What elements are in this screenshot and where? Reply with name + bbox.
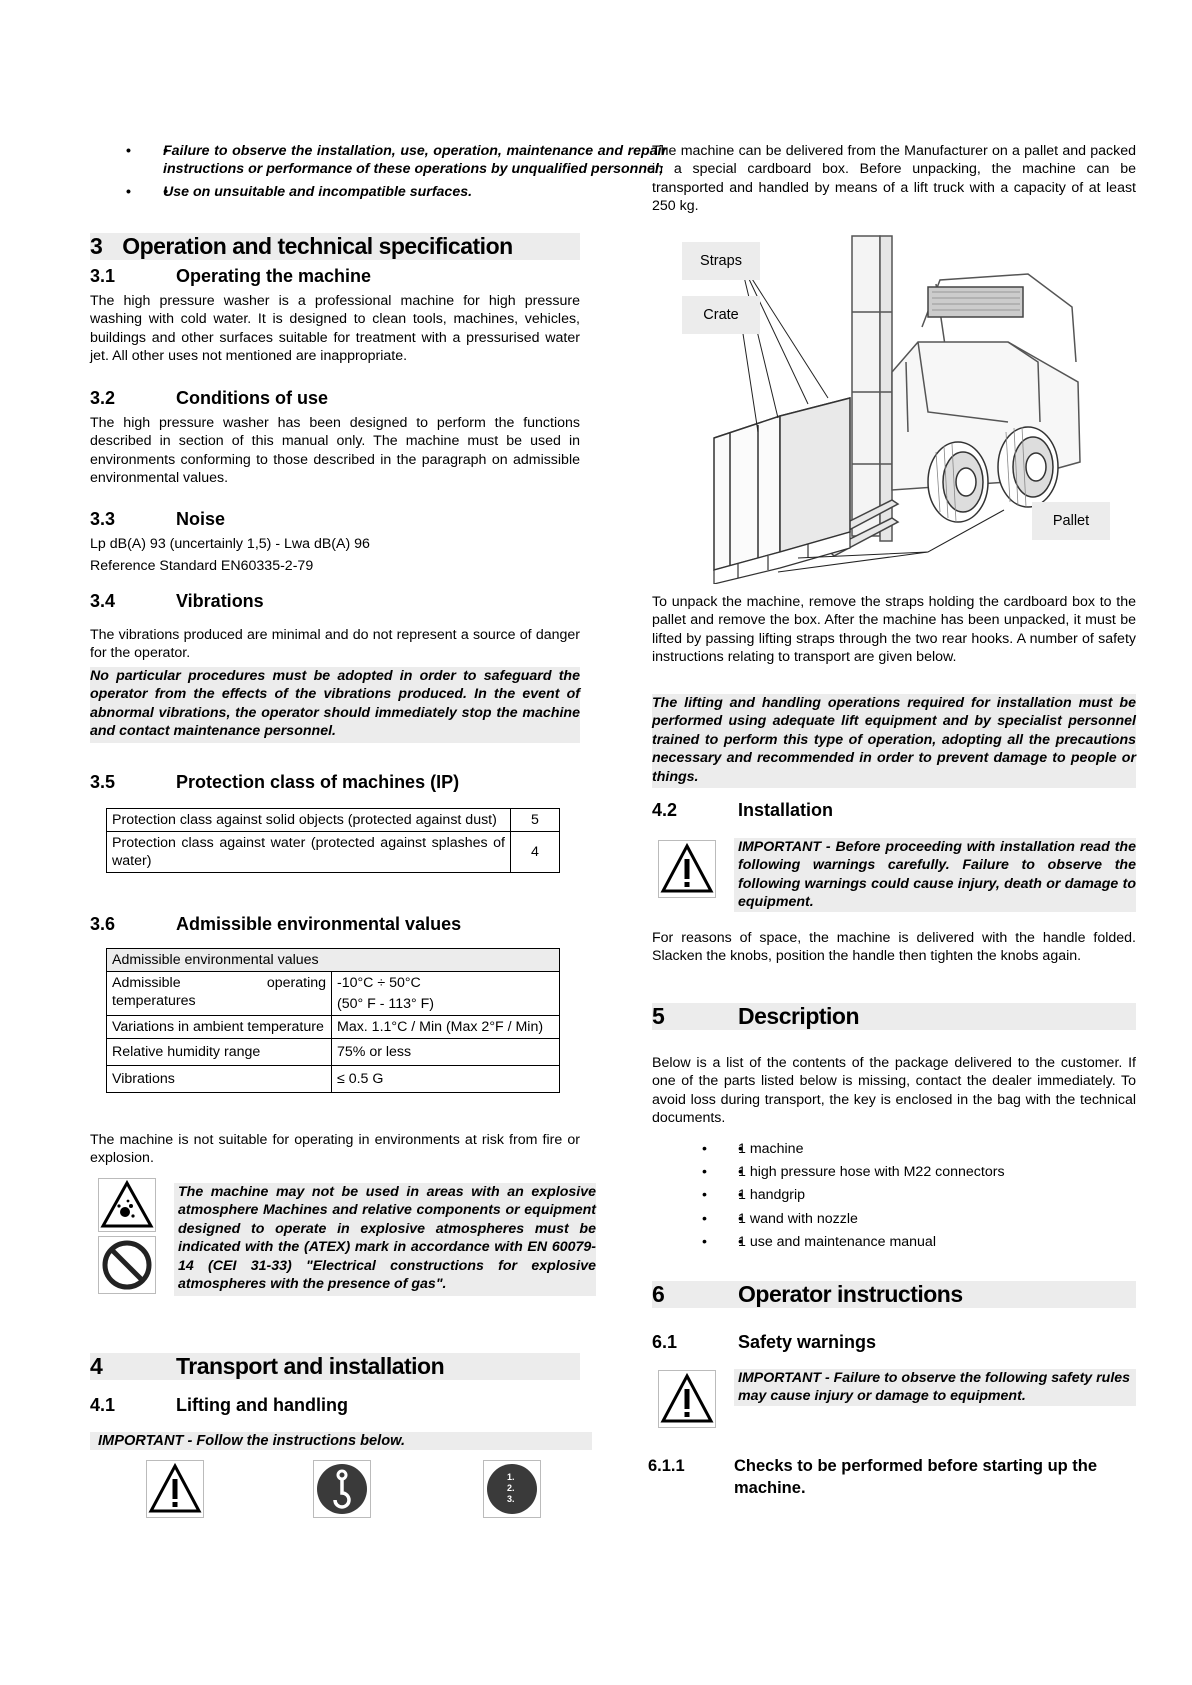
bullet-list-failures xyxy=(126,142,667,201)
section-4-2-heading: 4.2 Installation xyxy=(652,800,834,820)
delivery-intro: The machine can be delivered from the Manufacturer on a pallet and packed in a special cardboard box. Before unpacking, the machine can be transported and handled by means of a lift truck with a capacity of at least 250 kg. xyxy=(652,143,1136,215)
unpack-instructions: To unpack the machine, remove the straps holding the cardboard box to the pallet and remove the box. After the machine has been unpacked, it must be lifted by passing lifting straps through the two rear hooks. A number of safety instructions relating to transport are given below. xyxy=(652,594,1136,666)
table-header-row xyxy=(107,949,560,972)
section-6-1-heading: 6.1 Safety warnings xyxy=(652,1332,877,1352)
section-3-6-heading: 3.6 Admissible environmental values xyxy=(90,914,462,934)
list-item: • • 1 wand with nozzle xyxy=(738,1210,1138,1228)
atex-warning: The machine may not be used in areas with an explosive atmosphere Machines and relative components or equipment designed to operate in explosive atmospheres must be indicated with the (ATEX) mark in accordance with EN 60079-14 (CEI 31-33) "Electrical constructions for explosive atmospheres with the presence of gas". xyxy=(174,1183,596,1296)
list-item: • • 1 handgrip xyxy=(738,1186,1138,1204)
section-3-4-heading: 3.4 Vibrations xyxy=(90,591,264,611)
figure-label-straps: Straps xyxy=(682,242,760,280)
ip-value: 5 xyxy=(511,809,560,832)
lifting-warning: The lifting and handling operations required for installation must be performed using adequate lift equipment and by specialist personnel trained to perform this type of operation, adopting all the precautions necessary and recommended in order to prevent damage to people or things. xyxy=(652,694,1136,788)
bullet-item: • • Use on unsuitable and incompatible surfaces. xyxy=(163,183,667,201)
env-value: -10°C ÷ 50°C (50° F - 113° F) xyxy=(332,972,560,1016)
environment-table xyxy=(106,948,560,1093)
steps-icon xyxy=(483,1460,541,1518)
ip-value: 4 xyxy=(511,832,560,873)
section-3-4-body: The vibrations produced are minimal and do not represent a source of danger for the operator. xyxy=(90,627,580,662)
table-row xyxy=(107,972,560,1016)
environment-table-header: Admissible environmental values xyxy=(107,949,560,972)
installation-important-note: IMPORTANT - Before proceeding with installation read the following warnings carefully. Failure to observe the following warnings could cause injury, death or damage to equipment. xyxy=(734,838,1136,912)
explosion-note: The machine is not suitable for operating in environments at risk from fire or explosion. xyxy=(90,1132,580,1167)
vibration-warning: No particular procedures must be adopted in order to safeguard the operator from the effects of the vibrations produced. In the event of abnormal vibrations, the operator should immediately stop the machine and contact maintenance personnel. xyxy=(90,667,580,743)
installation-body: For reasons of space, the machine is delivered with the handle folded. Slacken the knobs, position the handle then tighten the knobs again. xyxy=(652,930,1136,965)
safety-important-note: IMPORTANT - Failure to observe the following safety rules may cause injury or damage to equipment. xyxy=(734,1369,1136,1406)
table-row xyxy=(107,1016,560,1039)
list-item: • • 1 high pressure hose with M22 connectors xyxy=(738,1163,1138,1181)
forklift-figure xyxy=(678,232,1108,584)
description-body: Below is a list of the contents of the package delivered to the customer. If one of the parts listed below is missing, contact the dealer immediately. To avoid loss during transport, the key is enclosed in the bag with the technical documents. xyxy=(652,1055,1136,1127)
warning-triangle-icon xyxy=(658,840,716,898)
section-5-heading: 5 Description xyxy=(652,1003,1136,1030)
section-3-5-heading: 3.5 Protection class of machines (IP) xyxy=(90,772,460,792)
section-6-heading: 6 Operator instructions xyxy=(652,1281,1136,1308)
explosion-warning-icon xyxy=(98,1178,156,1232)
section-3-1-heading: 3.1 Operating the machine xyxy=(90,266,372,286)
env-value: Max. 1.1°C / Min (Max 2°F / Min) xyxy=(332,1016,560,1039)
figure-label-pallet: Pallet xyxy=(1032,502,1110,540)
bullet-item: • • Failure to observe the installation, use, operation, maintenance and repair instructions or performance of these operations by unqualified personnel; xyxy=(163,142,667,179)
package-contents-list xyxy=(702,1140,1138,1251)
ip-label: Protection class against solid objects (protected against dust) xyxy=(107,809,511,832)
table-row xyxy=(107,1066,560,1093)
env-value: 75% or less xyxy=(332,1039,560,1066)
table-row xyxy=(107,1039,560,1066)
env-label: Admissible operating temperatures xyxy=(107,972,332,1016)
section-4-1-heading: 4.1 Lifting and handling xyxy=(90,1395,348,1415)
list-item: • • 1 machine xyxy=(738,1140,1138,1158)
noise-line-2: Reference Standard EN60335-2-79 xyxy=(90,558,314,574)
env-label: Variations in ambient temperature xyxy=(107,1016,332,1039)
step-label: 2. xyxy=(507,1483,515,1493)
figure-label-crate: Crate xyxy=(682,296,760,334)
ip-label: Protection class against water (protected against splashes of water) xyxy=(107,832,511,873)
section-4-heading: 4 Transport and installation xyxy=(90,1353,580,1380)
section-3-2-body: The high pressure washer has been designed to perform the functions described in section of this manual only. The machine must be used in environments conforming to those described in the paragraph on admissible environmental values. xyxy=(90,415,580,487)
ip-table xyxy=(106,808,560,873)
step-label: 3. xyxy=(507,1494,515,1504)
prohibition-icon xyxy=(98,1236,156,1294)
section-3-3-heading: 3.3 Noise xyxy=(90,509,226,529)
section-3-1-body: The high pressure washer is a professional machine for high pressure washing with cold water. It is designed to clean tools, machines, vehicles, buildings and other surfaces suitable for treatment with a pressurised water jet. All other uses not mentioned are inappropriate. xyxy=(90,293,580,365)
hook-icon xyxy=(313,1460,371,1518)
warning-triangle-icon xyxy=(658,1370,716,1428)
section-3-heading: 3 Operation and technical specification xyxy=(90,233,580,260)
lifting-important-note: IMPORTANT - Follow the instructions below. xyxy=(90,1432,592,1450)
env-label: Vibrations xyxy=(107,1066,332,1093)
env-label: Relative humidity range xyxy=(107,1039,332,1066)
warning-triangle-icon xyxy=(146,1460,204,1518)
section-3-2-heading: 3.2 Conditions of use xyxy=(90,388,328,408)
noise-line-1: Lp dB(A) 93 (uncertainly 1,5) - Lwa dB(A) 96 xyxy=(90,536,370,552)
env-value: ≤ 0.5 G xyxy=(332,1066,560,1093)
list-item: • • 1 use and maintenance manual xyxy=(738,1233,1138,1251)
table-row xyxy=(107,809,560,832)
table-row xyxy=(107,832,560,873)
step-label: 1. xyxy=(507,1472,515,1482)
